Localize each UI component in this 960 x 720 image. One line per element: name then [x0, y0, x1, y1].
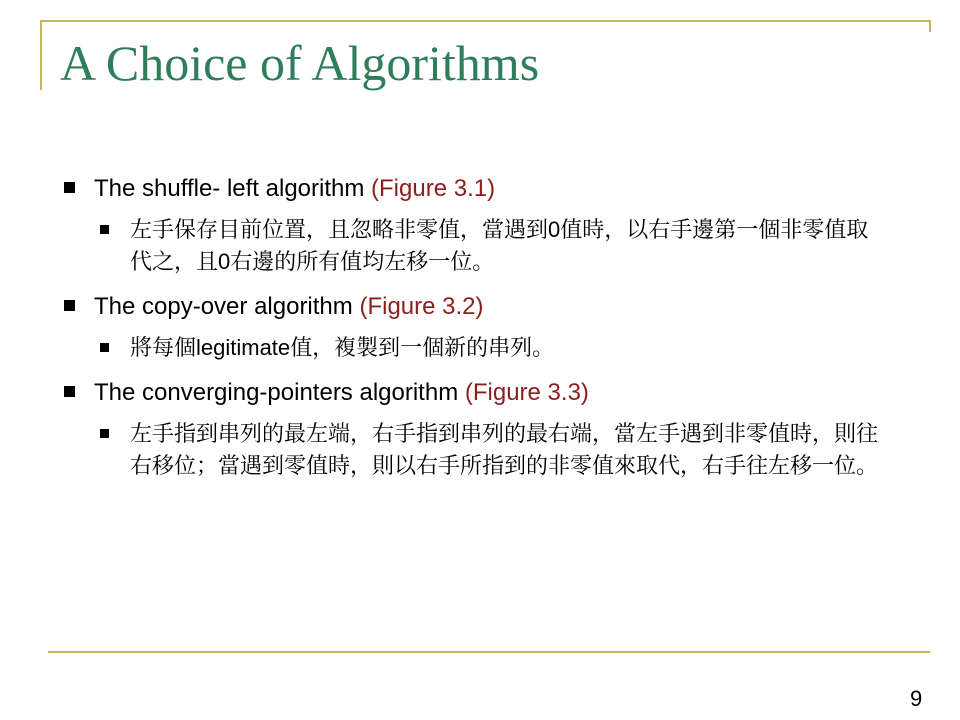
square-bullet-icon [100, 225, 109, 234]
slide-content [64, 172, 924, 494]
sub-bullet-converging-pointers [64, 418, 890, 482]
figure-reference: (Figure 3.2) [359, 293, 484, 320]
bullet-text: The copy-over algorithm [94, 293, 360, 320]
bullet-text: The shuffle- left algorithm [94, 175, 372, 202]
sub-bullet-shuffle-left [64, 214, 890, 278]
bullet-text: The converging-pointers algorithm [94, 379, 465, 406]
page-number: 9 [910, 686, 923, 711]
square-bullet-icon [64, 386, 75, 397]
corner-tick [929, 20, 931, 32]
sub-bullet-text: 左手保存目前位置，且忽略非零值，當遇到0值時，以右手邊第一個非零值取代之，且0右邊的所有值均左移一位。 [130, 217, 869, 274]
sub-bullet-copy-over [64, 332, 890, 364]
sub-bullet-text: 將每個legitimate值，複製到一個新的串列。 [130, 335, 555, 360]
square-bullet-icon [64, 300, 75, 311]
bullet-item-converging-pointers [64, 376, 924, 410]
bullet-item-shuffle-left [64, 172, 924, 206]
bullet-item-copy-over [64, 290, 924, 324]
bottom-rule [48, 651, 930, 653]
slide-title: A Choice of Algorithms [60, 35, 540, 91]
figure-reference: (Figure 3.1) [371, 175, 496, 202]
square-bullet-icon [100, 429, 109, 438]
sub-bullet-text: 左手指到串列的最左端，右手指到串列的最右端，當左手遇到非零值時，則往右移位；當遇到零值時，則以右手所指到的非零值來取代，右手往左移一位。 [130, 421, 879, 478]
left-rule [40, 20, 42, 90]
square-bullet-icon [100, 343, 109, 352]
square-bullet-icon [64, 182, 75, 193]
figure-reference: (Figure 3.3) [464, 379, 589, 406]
top-rule [40, 20, 930, 22]
